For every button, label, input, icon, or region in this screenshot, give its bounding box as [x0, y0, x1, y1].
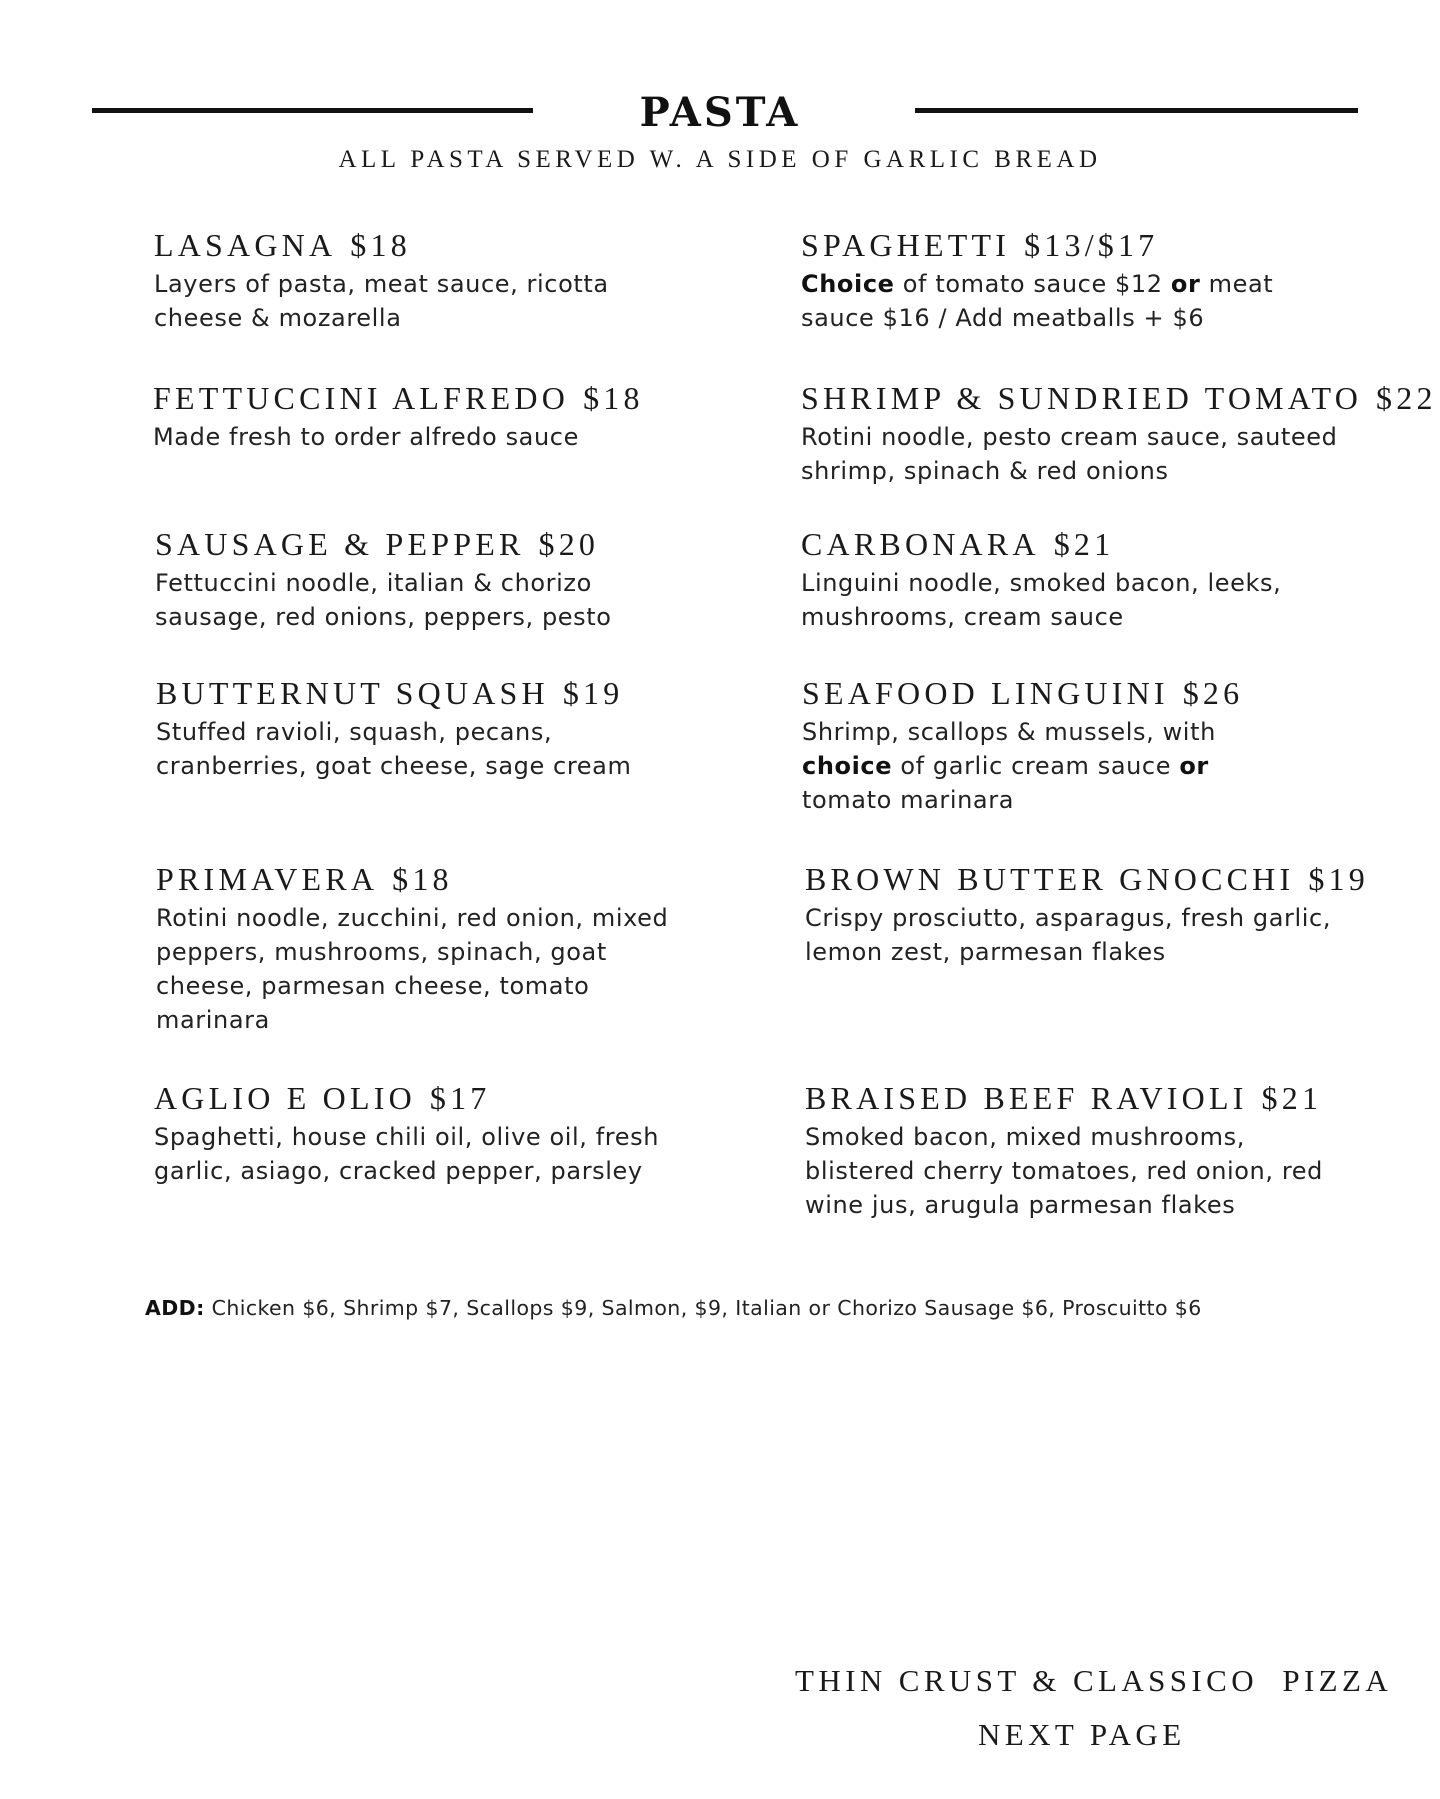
desc-text: meat sauce $16 / Add meatballs + $6	[801, 270, 1274, 332]
item-name: BROWN BUTTER GNOCCHI	[805, 861, 1295, 897]
menu-item-fettuccini-alfredo	[153, 378, 693, 454]
addons-label: ADD:	[145, 1296, 205, 1320]
item-name: LASAGNA	[154, 227, 337, 263]
desc-text: Shrimp, scallops & mussels, with	[802, 718, 1216, 746]
item-price: $26	[1182, 675, 1244, 711]
desc-text: of tomato sauce $12	[894, 270, 1171, 298]
menu-item-primavera	[156, 859, 696, 1037]
menu-item-shrimp-sundried-tomato	[801, 378, 1440, 488]
item-name: AGLIO E OLIO	[154, 1080, 416, 1116]
item-name: FETTUCCINI ALFREDO	[153, 380, 570, 416]
footer-pizza-note: THIN CRUST & CLASSICO PIZZA	[795, 1663, 1393, 1698]
or-emphasis: or	[1170, 270, 1201, 298]
addons-text: Chicken $6, Shrimp $7, Scallops $9, Salmon, $9, Italian or Chorizo Sausage $6, Proscuitto $6	[204, 1296, 1202, 1320]
item-price: $19	[1308, 861, 1369, 897]
or-emphasis: or	[1179, 752, 1209, 780]
item-description: Made fresh to order alfredo sauce	[153, 423, 579, 451]
item-description: Layers of pasta, meat sauce, ricotta cheese & mozarella	[154, 270, 609, 332]
menu-item-lasagna	[154, 225, 694, 335]
item-price: $22	[1376, 380, 1437, 416]
menu-item-sausage-pepper	[155, 524, 695, 634]
item-price: $20	[538, 526, 600, 562]
desc-text: tomato marinara	[802, 786, 1015, 814]
item-name: SEAFOOD LINGUINI	[802, 675, 1169, 711]
item-description: Crispy prosciutto, asparagus, fresh garlic, lemon zest, parmesan flakes	[805, 904, 1332, 966]
item-price: $21	[1261, 1080, 1323, 1116]
item-description: Fettuccini noodle, italian & chorizo sausage, red onions, peppers, pesto	[155, 569, 612, 631]
item-description: Rotini noodle, pesto cream sauce, sauteed shrimp, spinach & red onions	[801, 423, 1338, 485]
menu-item-carbonara	[801, 524, 1341, 634]
item-price: $18	[392, 861, 453, 897]
menu-item-seafood-linguini	[802, 673, 1342, 817]
item-name: BRAISED BEEF RAVIOLI	[805, 1080, 1248, 1116]
menu-item-spaghetti	[801, 225, 1341, 335]
item-price: $21	[1053, 526, 1115, 562]
item-price: $19	[562, 675, 624, 711]
item-description: Stuffed ravioli, squash, pecans, cranberries, goat cheese, sage cream	[156, 718, 632, 780]
item-description: Rotini noodle, zucchini, red onion, mixed peppers, mushrooms, spinach, goat cheese, parmesan cheese, tomato marinara	[156, 904, 669, 1034]
page-subtitle: ALL PASTA SERVED W. A SIDE OF GARLIC BREAD	[338, 146, 1102, 173]
menu-item-butternut-squash	[156, 673, 696, 783]
item-price: $18	[583, 380, 644, 416]
choice-emphasis: Choice	[801, 270, 895, 298]
page-title: PASTA	[639, 89, 801, 136]
item-description: Smoked bacon, mixed mushrooms, blistered cherry tomatoes, red onion, red wine jus, arugula parmesan flakes	[805, 1123, 1323, 1219]
item-name: BUTTERNUT SQUASH	[156, 675, 549, 711]
choice-emphasis: choice	[802, 752, 893, 780]
item-description	[802, 715, 1242, 817]
desc-text: of garlic cream sauce	[892, 752, 1180, 780]
item-description	[801, 267, 1341, 335]
item-price: $17	[429, 1080, 491, 1116]
item-price: $13/$17	[1024, 227, 1159, 263]
item-name: SAUSAGE & PEPPER	[155, 526, 525, 562]
item-name: SHRIMP & SUNDRIED TOMATO	[801, 380, 1363, 416]
item-description: Linguini noodle, smoked bacon, leeks, mushrooms, cream sauce	[801, 569, 1282, 631]
item-name: SPAGHETTI	[801, 227, 1011, 263]
item-description: Spaghetti, house chili oil, olive oil, fresh garlic, asiago, cracked pepper, parsley	[154, 1123, 660, 1185]
menu-item-aglio-e-olio	[154, 1078, 694, 1188]
menu-item-brown-butter-gnocchi	[805, 859, 1369, 969]
header-rule-right	[915, 108, 1358, 113]
item-price: $18	[350, 227, 411, 263]
menu-item-braised-beef-ravioli	[805, 1078, 1345, 1222]
header-rule-left	[92, 108, 533, 113]
item-name: PRIMAVERA	[156, 861, 379, 897]
footer-next-page: NEXT PAGE	[978, 1717, 1186, 1752]
item-name: CARBONARA	[801, 526, 1040, 562]
addons-line	[145, 1294, 1325, 1322]
